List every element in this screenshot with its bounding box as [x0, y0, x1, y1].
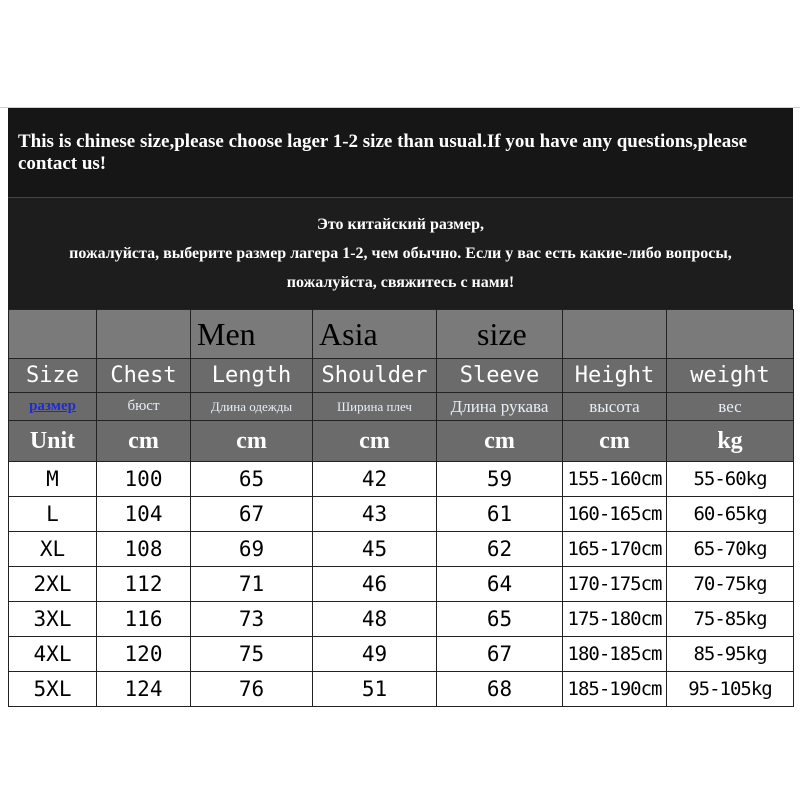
- header-weight: weight: [667, 359, 794, 393]
- cell-sleeve: 61: [437, 497, 563, 532]
- cell-weight: 75-85kg: [667, 602, 794, 637]
- cell-length: 76: [191, 672, 313, 707]
- cell-sleeve: 67: [437, 637, 563, 672]
- cell-sleeve: 64: [437, 567, 563, 602]
- ru-header-weight: вес: [667, 393, 794, 421]
- unit-sleeve: cm: [437, 421, 563, 462]
- cell-weight: 95-105kg: [667, 672, 794, 707]
- russian-notice-line-3: пожалуйста, свяжитесь с нами!: [286, 274, 515, 291]
- table-row: [9, 637, 794, 672]
- cell-height: 165-170cm: [563, 532, 667, 567]
- unit-length: cm: [191, 421, 313, 462]
- table-row: [9, 672, 794, 707]
- cell-sleeve: 62: [437, 532, 563, 567]
- cell-size: 4XL: [9, 637, 97, 672]
- ru-header-size-text: размер: [29, 398, 76, 414]
- title-word-size: size: [437, 310, 563, 359]
- cell-length: 73: [191, 602, 313, 637]
- russian-notice: [8, 198, 793, 309]
- cell-size: M: [9, 462, 97, 497]
- cell-length: 67: [191, 497, 313, 532]
- header-shoulder: Shoulder: [313, 359, 437, 393]
- cell-shoulder: 46: [313, 567, 437, 602]
- header-sleeve: Sleeve: [437, 359, 563, 393]
- unit-label: Unit: [9, 421, 97, 462]
- english-notice-text: This is chinese size,please choose lager 1-2 size than usual.If you have any questions,please contact us!: [18, 130, 748, 174]
- table-title-row: [9, 310, 794, 359]
- russian-notice-line-1: Это китайский размер,: [317, 216, 484, 233]
- cell-length: 75: [191, 637, 313, 672]
- cell-shoulder: 49: [313, 637, 437, 672]
- ru-header-size: [9, 393, 97, 421]
- ru-header-chest: бюст: [97, 393, 191, 421]
- cell-shoulder: 48: [313, 602, 437, 637]
- cell-length: 71: [191, 567, 313, 602]
- cell-length: 65: [191, 462, 313, 497]
- ru-header-height: высота: [563, 393, 667, 421]
- english-header-row: [9, 359, 794, 393]
- cell-size: XL: [9, 532, 97, 567]
- size-chart: [8, 108, 793, 707]
- cell-sleeve: 59: [437, 462, 563, 497]
- english-notice: [8, 108, 793, 198]
- cell-sleeve: 68: [437, 672, 563, 707]
- ru-header-shoulder: Ширина плеч: [313, 393, 437, 421]
- russian-header-row: [9, 393, 794, 421]
- cell-shoulder: 51: [313, 672, 437, 707]
- title-blank-2: [97, 310, 191, 359]
- cell-weight: 55-60kg: [667, 462, 794, 497]
- header-size: Size: [9, 359, 97, 393]
- unit-height: cm: [563, 421, 667, 462]
- title-blank-3: [563, 310, 667, 359]
- title-blank-4: [667, 310, 794, 359]
- table-row: [9, 462, 794, 497]
- title-word-asia: Asia: [313, 310, 437, 359]
- header-height: Height: [563, 359, 667, 393]
- cell-height: 155-160cm: [563, 462, 667, 497]
- cell-weight: 65-70kg: [667, 532, 794, 567]
- unit-weight: kg: [667, 421, 794, 462]
- cell-chest: 100: [97, 462, 191, 497]
- russian-notice-line-2: пожалуйста, выберите размер лагера 1-2, чем обычно. Если у вас есть какие-либо вопросы,: [69, 245, 732, 262]
- cell-weight: 60-65kg: [667, 497, 794, 532]
- title-blank-1: [9, 310, 97, 359]
- cell-size: 5XL: [9, 672, 97, 707]
- cell-weight: 70-75kg: [667, 567, 794, 602]
- cell-size: 3XL: [9, 602, 97, 637]
- cell-chest: 120: [97, 637, 191, 672]
- cell-height: 160-165cm: [563, 497, 667, 532]
- unit-chest: cm: [97, 421, 191, 462]
- cell-sleeve: 65: [437, 602, 563, 637]
- cell-chest: 112: [97, 567, 191, 602]
- cell-size: 2XL: [9, 567, 97, 602]
- ru-header-sleeve: Длина рукава: [437, 393, 563, 421]
- cell-length: 69: [191, 532, 313, 567]
- unit-shoulder: cm: [313, 421, 437, 462]
- title-word-men: Men: [191, 310, 313, 359]
- cell-shoulder: 45: [313, 532, 437, 567]
- cell-shoulder: 42: [313, 462, 437, 497]
- ru-header-length: Длина одежды: [191, 393, 313, 421]
- unit-row: [9, 421, 794, 462]
- cell-weight: 85-95kg: [667, 637, 794, 672]
- cell-size: L: [9, 497, 97, 532]
- header-length: Length: [191, 359, 313, 393]
- table-row: [9, 567, 794, 602]
- cell-chest: 104: [97, 497, 191, 532]
- table-row: [9, 532, 794, 567]
- cell-chest: 116: [97, 602, 191, 637]
- cell-height: 170-175cm: [563, 567, 667, 602]
- size-table: [8, 309, 794, 707]
- table-row: [9, 602, 794, 637]
- cell-height: 185-190cm: [563, 672, 667, 707]
- cell-shoulder: 43: [313, 497, 437, 532]
- cell-chest: 108: [97, 532, 191, 567]
- cell-chest: 124: [97, 672, 191, 707]
- cell-height: 180-185cm: [563, 637, 667, 672]
- cell-height: 175-180cm: [563, 602, 667, 637]
- header-chest: Chest: [97, 359, 191, 393]
- table-row: [9, 497, 794, 532]
